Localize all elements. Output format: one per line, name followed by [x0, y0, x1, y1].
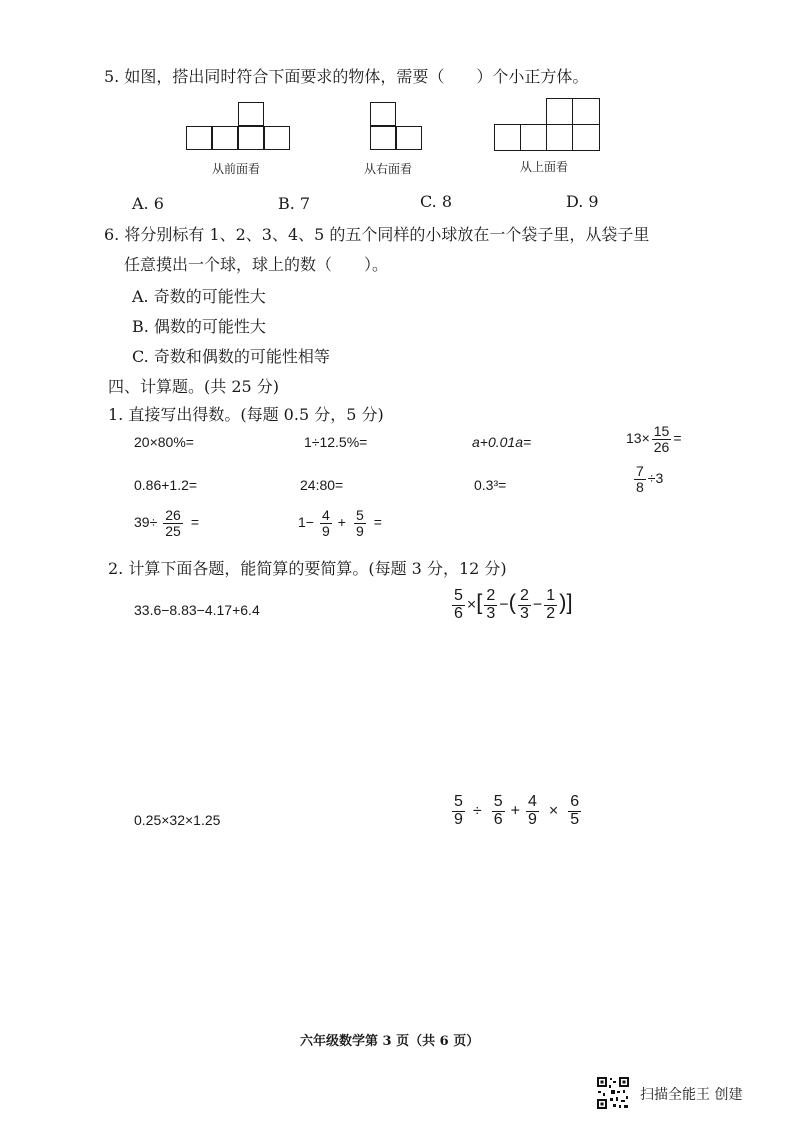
fraction: [526, 794, 539, 829]
page-footer: 六年级数学第 3 页（共 6 页）: [300, 1034, 480, 1049]
oral-r3c1-post: =: [190, 513, 200, 530]
denominator: 8: [636, 478, 644, 495]
numerator: 5: [493, 793, 503, 810]
right-view-figure: [370, 102, 426, 156]
cube-cell: [494, 124, 522, 151]
left-bracket: [: [476, 589, 483, 615]
section4-part1-title: 1. 直接写出得数。(每题 0.5 分，5 分): [108, 405, 384, 424]
oral-r2c2: 24:80=: [300, 477, 344, 493]
oral-r3c2-post: =: [373, 513, 382, 530]
denominator: 6: [454, 604, 463, 622]
q5-option-d[interactable]: D. 9: [566, 192, 599, 211]
cube-cell: [370, 102, 396, 126]
cube-cell: [546, 124, 574, 151]
cube-cell: [238, 102, 264, 126]
fraction: [354, 508, 366, 538]
oral-r2c3: 0.3³=: [474, 477, 507, 493]
fraction: [452, 794, 465, 829]
cube-cell: [212, 126, 238, 150]
oral-r1c1: 20×80%=: [134, 434, 194, 450]
denominator: 3: [486, 604, 496, 622]
calc-e3: 0.25×32×1.25: [134, 812, 221, 828]
fraction: [163, 508, 183, 538]
denominator: 9: [454, 810, 463, 828]
numerator: 1: [546, 587, 556, 604]
oral-r3c1: [134, 508, 199, 538]
top-view-figure: [494, 98, 606, 154]
left-paren: (: [508, 589, 516, 615]
fraction: [320, 508, 332, 538]
oral-r1c3: a+0.01a=: [472, 434, 532, 450]
q6-stem-line2: 任意摸出一个球，球上的数（ ）。: [124, 255, 389, 274]
denominator: 9: [321, 522, 330, 539]
calc-e4: [450, 794, 583, 829]
calc-e2: [450, 588, 573, 623]
right-paren: ): [559, 589, 567, 615]
q5-stem: 5. 如图，搭出同时符合下面要求的物体，需要（ ）个小正方体。: [104, 67, 589, 86]
oral-r2c4-post: ÷3: [647, 469, 664, 486]
oral-r3c1-pre: 39÷: [134, 513, 158, 530]
oral-r3c2: [298, 508, 382, 538]
cube-cell: [370, 126, 396, 150]
oral-r1c4-pre: 13×: [626, 429, 650, 446]
numerator: 5: [454, 793, 463, 810]
top-view-label: 从上面看: [520, 160, 569, 174]
q6-option-c[interactable]: C. 奇数和偶数的可能性相等: [132, 347, 330, 366]
cube-cell: [264, 126, 290, 150]
calc-e1: 33.6−8.83−4.17+6.4: [134, 602, 260, 618]
denominator: 6: [493, 810, 503, 828]
fraction: [652, 424, 672, 454]
right-bracket: ]: [566, 589, 573, 615]
oral-r3c2-pre: 1−: [298, 513, 314, 530]
cube-cell: [186, 126, 212, 150]
minus-operator: −: [499, 596, 509, 614]
q5-option-b[interactable]: B. 7: [278, 194, 311, 213]
front-view-label: 从前面看: [212, 162, 261, 176]
fraction: [452, 588, 465, 623]
numerator: 2: [486, 587, 496, 604]
cube-cell: [520, 124, 548, 151]
q6-option-b[interactable]: B. 偶数的可能性大: [132, 317, 266, 336]
denominator: 26: [653, 438, 670, 455]
q5-option-c[interactable]: C. 8: [420, 192, 453, 211]
cube-cell: [546, 98, 574, 125]
fraction: [492, 794, 505, 829]
cube-cell: [572, 98, 600, 125]
times-operator: ×: [466, 596, 477, 614]
numerator: 15: [653, 423, 670, 439]
scanner-watermark: 扫描全能王 创建: [640, 1087, 743, 1103]
denominator: 9: [355, 522, 364, 539]
numerator: 4: [527, 793, 537, 810]
minus-operator: −: [532, 596, 543, 614]
front-view-figure: [186, 102, 296, 156]
times-operator: ×: [548, 802, 559, 820]
numerator: 5: [355, 507, 364, 523]
numerator: 6: [570, 793, 580, 810]
cube-cell: [238, 126, 264, 150]
divide-operator: ÷: [472, 802, 482, 820]
section4-title: 四、计算题。(共 25 分): [108, 377, 280, 396]
q6-option-a[interactable]: A. 奇数的可能性大: [132, 287, 266, 306]
section4-part2-title: 2. 计算下面各题，能简算的要简算。(每题 3 分，12 分): [108, 559, 507, 578]
cube-cell: [396, 126, 422, 150]
fraction: [568, 794, 581, 829]
fraction: [518, 588, 531, 623]
oral-r1c4-post: =: [673, 429, 682, 446]
right-view-label: 从右面看: [364, 162, 413, 176]
plus-operator: +: [337, 513, 346, 530]
cube-cell: [572, 124, 600, 151]
oral-r1c2: 1÷12.5%=: [304, 434, 368, 450]
denominator: 5: [570, 810, 580, 828]
denominator: 2: [546, 604, 556, 622]
oral-r2c4: [632, 464, 663, 494]
numerator: 4: [321, 507, 330, 523]
numerator: 7: [636, 463, 644, 479]
numerator: 2: [519, 587, 529, 604]
oral-r2c1: 0.86+1.2=: [134, 477, 198, 493]
numerator: 5: [454, 587, 463, 604]
denominator: 25: [165, 522, 181, 539]
qr-code-icon: [596, 1076, 630, 1110]
oral-r1c4: [626, 424, 682, 454]
fraction: [634, 464, 646, 494]
numerator: 26: [165, 507, 181, 523]
fraction: [544, 588, 557, 623]
plus-operator: +: [510, 802, 520, 820]
fraction: [484, 588, 497, 623]
q5-option-a[interactable]: A. 6: [132, 194, 164, 213]
denominator: 9: [527, 810, 537, 828]
q6-stem-line1: 6. 将分别标有 1、2、3、4、5 的五个同样的小球放在一个袋子里，从袋子里: [104, 225, 650, 244]
denominator: 3: [519, 604, 529, 622]
